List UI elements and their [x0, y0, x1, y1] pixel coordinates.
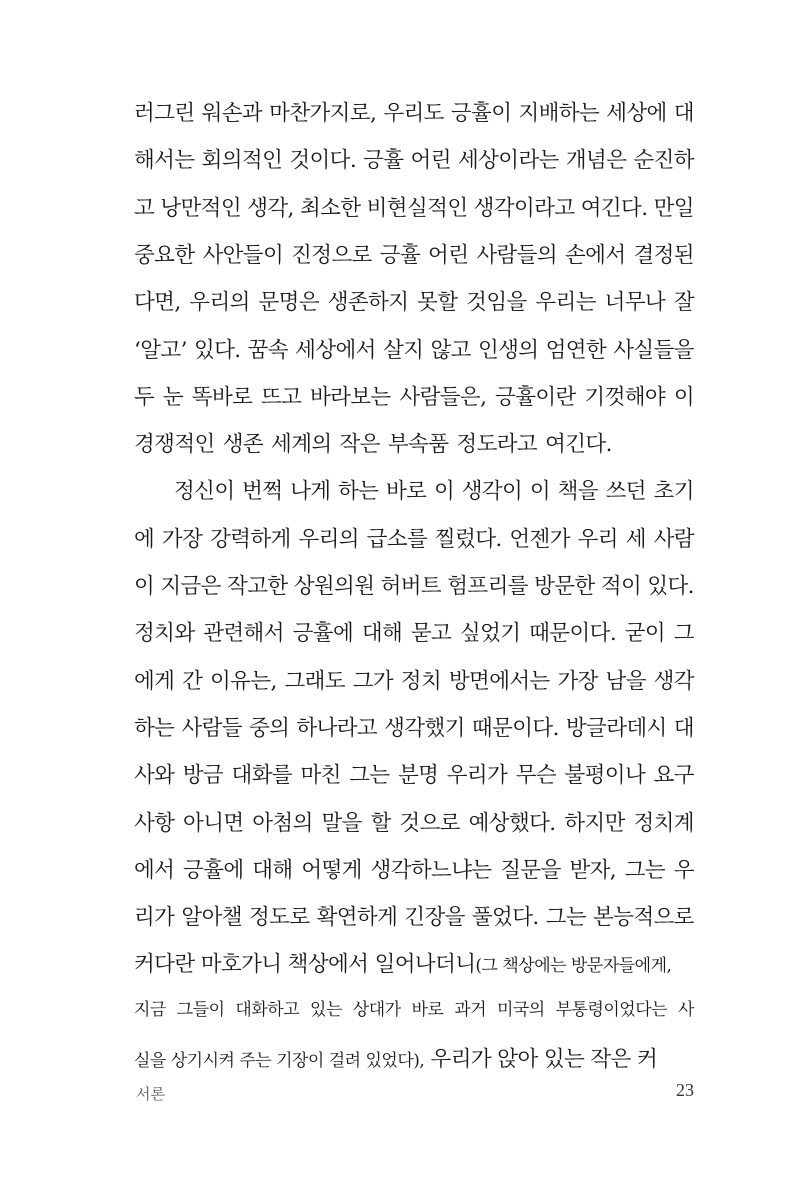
- line-text: [134, 522, 694, 553]
- word: 지배하는: [518, 101, 600, 126]
- word: 상대가: [352, 999, 401, 1020]
- word: 생각하느냐는: [370, 857, 492, 883]
- word: 엄연한: [545, 337, 607, 363]
- word: 관련해서: [203, 621, 284, 647]
- word: 방문한: [534, 574, 595, 599]
- word: 남을: [605, 668, 646, 694]
- word: 우: [673, 857, 694, 883]
- word: 사와: [134, 763, 175, 789]
- word: 우리의: [189, 290, 250, 316]
- word: 어린: [428, 242, 469, 268]
- line-text: [134, 900, 694, 931]
- line-text: [134, 191, 694, 222]
- word: 방면에서는: [448, 668, 550, 694]
- word: 정치: [400, 668, 442, 694]
- word: 있다.: [193, 337, 241, 363]
- word: 세상에: [606, 101, 667, 126]
- line-text: 커다란 마호가니 책상에서 일어나더니: [134, 952, 476, 978]
- text-line: [134, 380, 694, 418]
- line-text: [134, 711, 694, 742]
- word: 가장: [557, 668, 598, 694]
- text-line: [134, 616, 694, 654]
- word: 긍휼에: [183, 857, 244, 883]
- word: 책을: [557, 479, 598, 505]
- word: 묻고: [410, 621, 452, 647]
- word: 분명: [398, 763, 439, 789]
- word: 정신이: [174, 479, 235, 505]
- line-text: [134, 380, 694, 411]
- word: 받자,: [569, 857, 617, 883]
- word: 중요한: [134, 242, 195, 268]
- word: 바라보는: [310, 384, 391, 410]
- word: 잘: [673, 290, 694, 316]
- word: 하나라고: [296, 715, 378, 741]
- text-line: [134, 900, 694, 938]
- line-text: [134, 853, 694, 884]
- word: 알아챌: [181, 905, 242, 931]
- word: 다면,: [134, 290, 181, 316]
- text-line: [134, 664, 694, 702]
- word: 우리는: [535, 290, 596, 316]
- word: 할: [370, 810, 391, 836]
- word: 작고한: [227, 574, 288, 599]
- word: 하는: [338, 479, 379, 505]
- word: 불평이나: [564, 763, 646, 789]
- word: 하지만: [564, 810, 625, 836]
- text-line: [134, 806, 694, 844]
- word: 우리의: [298, 526, 359, 552]
- word: 고: [134, 195, 155, 221]
- word: 우리가: [446, 763, 508, 789]
- word: 질문을: [500, 857, 561, 883]
- word: 험프리를: [447, 574, 528, 599]
- word: 눈: [162, 384, 184, 410]
- word: 굳이: [624, 621, 666, 647]
- line-text: [134, 96, 694, 127]
- word: 인생의: [477, 337, 539, 363]
- word: 우리도: [383, 101, 444, 126]
- word: 그: [673, 621, 694, 647]
- word: 기껏해야: [584, 384, 666, 410]
- word: 작은: [339, 432, 380, 458]
- word: 세계의: [271, 432, 332, 458]
- word: 생존하지: [327, 290, 409, 316]
- word: 이: [529, 479, 551, 505]
- word: 생각이라고: [473, 195, 575, 221]
- word: 생각: [653, 668, 694, 694]
- word: 경쟁적인: [134, 432, 215, 458]
- word: 정치와: [134, 621, 195, 647]
- line-text: [134, 285, 694, 316]
- word: 회의적인: [201, 148, 283, 174]
- word: 긍휼: [379, 242, 421, 268]
- word: 대해: [361, 621, 403, 647]
- line-text: [134, 427, 694, 458]
- text-line-indented: [134, 474, 694, 512]
- word: 이유는,: [209, 668, 277, 694]
- word: 것임을: [466, 290, 527, 316]
- word: 긴장을: [404, 905, 465, 931]
- word: 중의: [248, 715, 290, 741]
- text-line: [134, 191, 694, 229]
- word: 아첨의: [252, 810, 313, 836]
- word: 사람들의: [476, 242, 558, 268]
- word: 번쩍: [242, 479, 283, 505]
- line-text: [134, 238, 694, 269]
- word: 풀었다.: [471, 905, 539, 931]
- word: 바로: [411, 999, 444, 1020]
- text-line: [134, 427, 694, 465]
- word: 허버트: [380, 574, 442, 599]
- word: 지금: [134, 999, 166, 1020]
- word: 어린: [410, 148, 451, 174]
- word: 리가: [134, 905, 175, 931]
- word: 것으로: [399, 810, 460, 836]
- word: 이: [134, 574, 155, 599]
- word: 최소한: [299, 195, 361, 221]
- word: 예상했다.: [468, 810, 556, 836]
- word: 여긴다.: [580, 195, 648, 221]
- word: 사실들을: [613, 337, 694, 363]
- word: 초기: [653, 479, 694, 505]
- word: 뜨고: [260, 384, 302, 410]
- word: 말을: [321, 810, 362, 836]
- word: 사항: [134, 810, 175, 836]
- word: 대화를: [231, 763, 293, 789]
- word: 대해: [252, 857, 293, 883]
- text-line-mixed: [134, 947, 694, 985]
- parenthetical-text: [134, 995, 694, 1020]
- word: 만일: [653, 195, 694, 221]
- word: 나게: [290, 479, 331, 505]
- word: 쓰던: [605, 479, 646, 505]
- line-text: [134, 143, 694, 174]
- word: 긍휼: [363, 148, 404, 174]
- word: 두: [134, 384, 155, 410]
- text-line: [134, 853, 694, 891]
- word: 에: [134, 526, 155, 552]
- word: 부통령이었다는: [555, 999, 668, 1020]
- word: 생각했기: [384, 715, 465, 741]
- word: 않고: [430, 337, 471, 363]
- text-line: [134, 711, 694, 749]
- text-line: [134, 758, 694, 796]
- word: 있는: [310, 999, 342, 1020]
- word: 세상이라는: [457, 148, 559, 174]
- running-footer-section: 서론: [136, 1085, 165, 1103]
- word: 때문이다.: [471, 715, 559, 741]
- word: 가장: [161, 526, 203, 552]
- line-text: [134, 664, 694, 695]
- word: 찔렀다.: [434, 526, 502, 552]
- word: 세: [625, 526, 646, 552]
- word: 손에서: [564, 242, 626, 268]
- word: 있다.: [647, 574, 694, 599]
- word: 사람들: [181, 715, 242, 741]
- word: 대화하고: [235, 999, 300, 1020]
- word: 긍휼이: [450, 101, 512, 126]
- word: 방글라데시: [565, 715, 667, 741]
- word: 지금은: [160, 574, 221, 599]
- word: 워손과: [201, 101, 263, 126]
- word: 요구: [653, 763, 694, 789]
- word: 그는: [545, 905, 587, 931]
- line-text: [134, 616, 694, 647]
- word: 순진하: [633, 148, 694, 174]
- text-line: [134, 522, 694, 560]
- word: 마친: [300, 763, 341, 789]
- word: 바로: [385, 479, 427, 505]
- word: 정도로: [248, 905, 310, 931]
- word: 우리: [577, 526, 618, 552]
- word: 그가: [352, 668, 394, 694]
- line-text: 우리가 앉아 있는 작은 커: [424, 1047, 658, 1072]
- text-line-small: [134, 995, 694, 1033]
- word: 언젠가: [509, 526, 570, 552]
- word: 비현실적인: [366, 195, 468, 221]
- page-number: 23: [676, 1080, 694, 1100]
- word: 상원의원: [293, 574, 375, 599]
- word: 확연하게: [316, 905, 398, 931]
- line-text: [134, 333, 694, 364]
- word: 대: [673, 101, 694, 126]
- word: 본능적으로: [593, 905, 694, 931]
- word: 사람들은,: [399, 384, 487, 410]
- word: 간: [182, 668, 203, 694]
- word: 그래도: [284, 668, 345, 694]
- word: 생각,: [247, 195, 294, 221]
- word: 낭만적인: [160, 195, 242, 221]
- word: 강력하게: [209, 526, 291, 552]
- word: 그들이: [176, 999, 225, 1020]
- line-text: [134, 806, 694, 837]
- text-line: [134, 285, 694, 323]
- word: 이: [433, 479, 455, 505]
- word: 문명은: [258, 290, 320, 316]
- text-line: [134, 96, 694, 134]
- line-text: [134, 569, 694, 600]
- word: 개념은: [565, 148, 627, 174]
- word: 사람: [653, 526, 694, 552]
- parenthetical-text: (그 책상에는 방문자들에게,: [475, 956, 672, 977]
- line-text: [134, 758, 694, 789]
- word: 그는: [624, 857, 666, 883]
- text-line-mixed: [134, 1042, 694, 1080]
- word: 과거: [454, 999, 487, 1020]
- word: 못할: [417, 290, 458, 316]
- word: 것이다.: [289, 148, 357, 174]
- word: 꿈속: [247, 337, 289, 363]
- word: ‘알고’: [134, 337, 187, 363]
- word: 싶었기: [459, 621, 521, 647]
- word: 급소를: [366, 526, 428, 552]
- word: 사안들이: [202, 242, 284, 268]
- word: 여긴다.: [545, 432, 612, 458]
- word: 그는: [349, 763, 390, 789]
- text-line: [134, 143, 694, 181]
- word: 진정으로: [291, 242, 372, 268]
- word: 때문이다.: [529, 621, 617, 647]
- word: 이: [673, 384, 694, 410]
- word: 적이: [600, 574, 642, 599]
- word: 똑바로: [191, 384, 253, 410]
- word: 긍휼이란: [495, 384, 576, 410]
- word: 무슨: [515, 763, 557, 789]
- word: 마찬가지로,: [269, 101, 377, 126]
- word: 세상에서: [295, 337, 376, 363]
- parenthetical-text: 실을 상기시켜 주는 기장이 걸려 있었다),: [134, 1051, 425, 1071]
- word: 대: [673, 715, 694, 741]
- line-text: [174, 474, 694, 505]
- word: 어떻게: [301, 857, 362, 883]
- word: 해서는: [134, 148, 195, 174]
- text-line: [134, 569, 694, 607]
- text-line: [134, 333, 694, 371]
- word: 생존: [222, 432, 264, 458]
- word: 에서: [134, 857, 175, 883]
- word: 정도라고: [456, 432, 538, 458]
- word: 아니면: [183, 810, 244, 836]
- word: 결정된: [633, 242, 694, 268]
- word: 생각이: [461, 479, 523, 505]
- word: 정치계: [633, 810, 694, 836]
- word: 러그린: [134, 101, 195, 126]
- word: 너무나: [604, 290, 666, 316]
- word: 미국의: [496, 999, 545, 1020]
- word: 살지: [382, 337, 424, 363]
- word: 하는: [134, 715, 175, 741]
- word: 긍휼에: [292, 621, 354, 647]
- word: 방금: [182, 763, 224, 789]
- text-line: [134, 238, 694, 276]
- word: 부속품: [387, 432, 449, 458]
- word: 에게: [134, 668, 175, 694]
- word: 사: [677, 999, 694, 1020]
